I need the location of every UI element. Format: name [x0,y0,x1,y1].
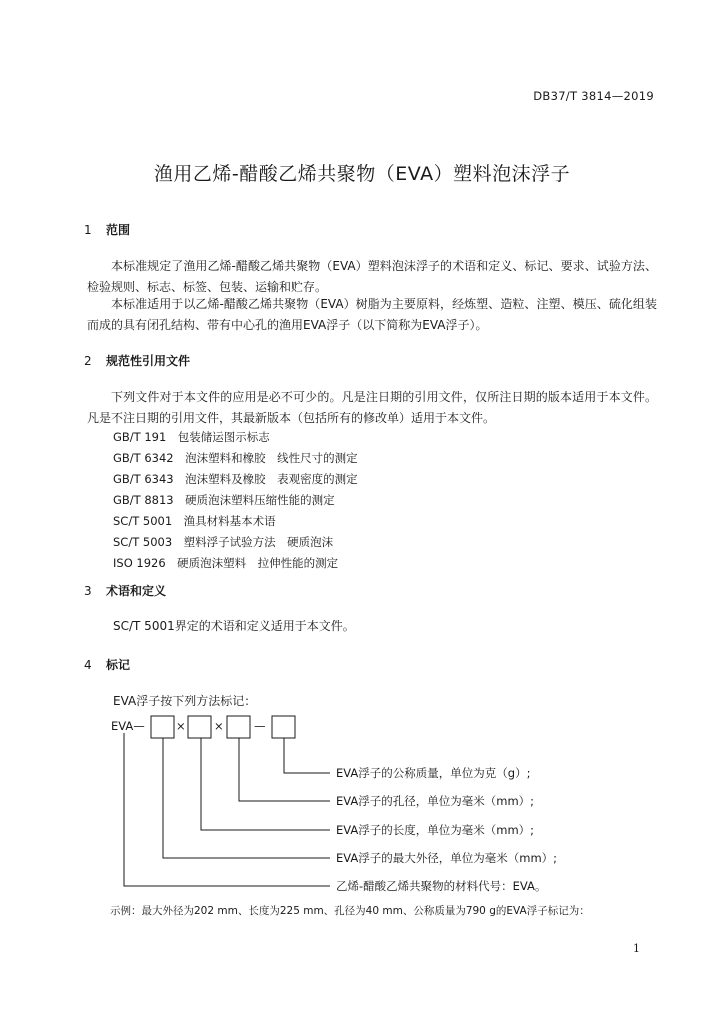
paragraph: 下列文件对于本文件的应用是必不可少的。凡是注日期的引用文件，仅所注日期的版本适用于本文件。凡是不注日期的引用文件，其最新版本（包括所有的修改单）适用于本文件。 [87,390,657,425]
paragraph: 本标准规定了渔用乙烯-醋酸乙烯共聚物（EVA）塑料泡沫浮子的术语和定义、标记、要求、试验方法、检验规则、标志、标签、包装、运输和贮存。 [87,259,657,294]
leader-line-outer-diameter [163,738,330,858]
example-note [110,903,590,918]
marking-times-sign: × [214,719,224,733]
page-number: 1 [633,942,640,955]
marking-box-length [188,716,211,738]
marking-label-hole: EVA浮子的孔径，单位为毫米（mm）; [336,794,535,808]
leader-line-material [124,733,330,886]
reference-item: ISO 1926 硬质泡沫塑料 拉伸性能的测定 [113,556,339,570]
section-title: 范围 [106,223,131,237]
marking-label-length: EVA浮子的长度，单位为毫米（mm）; [336,823,535,837]
marking-box-outer-diameter [151,716,174,738]
section-title: 标记 [106,658,131,672]
leader-line-length [201,738,330,830]
standard-code: DB37/T 3814—2019 [533,89,654,103]
marking-times-sign: × [176,719,186,733]
example-text: 最大外径为202 mm、长度为225 mm、孔径为40 mm、公称质量为790 g的EVA浮子标记为： [141,905,590,917]
marking-dash: — [254,719,266,733]
paragraph: EVA浮子按下列方法标记： [113,694,257,708]
marking-label-mass: EVA浮子的公称质量，单位为克（g）; [336,766,531,780]
document-title: 渔用乙烯-醋酸乙烯共聚物（EVA）塑料泡沫浮子 [153,163,571,185]
section-title: 术语和定义 [106,584,167,598]
marking-box-mass [272,716,295,738]
reference-item: SC/T 5001 渔具材料基本术语 [113,514,276,528]
paragraph: SC/T 5001界定的术语和定义适用于本文件。 [113,619,355,633]
reference-item: GB/T 6343 泡沫塑料及橡胶 表观密度的测定 [113,472,358,486]
reference-item: GB/T 8813 硬质泡沫塑料压缩性能的测定 [113,493,335,507]
marking-box-hole [227,716,250,738]
example-label: 示例： [110,905,142,917]
reference-item: GB/T 6342 泡沫塑料和橡胶 线性尺寸的测定 [113,451,358,465]
marking-label-outer-diameter: EVA浮子的最大外径，单位为毫米（mm）; [336,851,558,865]
section-number: 1 [84,223,92,237]
section-title: 规范性引用文件 [106,354,191,368]
leader-line-mass [284,738,330,773]
section-number: 3 [84,584,92,598]
reference-item: GB/T 191 包装储运图示标志 [113,430,270,444]
marking-label-material: 乙烯-醋酸乙烯共聚物的材料代号：EVA。 [336,879,547,893]
section-number: 4 [84,658,92,672]
paragraph: 本标准适用于以乙烯-醋酸乙烯共聚物（EVA）树脂为主要原料，经炼塑、造粒、注塑、模压、硫化组装而成的具有闭孔结构、带有中心孔的渔用EVA浮子（以下简称为EVA浮子）。 [87,297,657,332]
marking-prefix: EVA— [111,719,145,733]
reference-item: SC/T 5003 塑料浮子试验方法 硬质泡沫 [113,535,334,549]
section-number: 2 [84,354,92,368]
